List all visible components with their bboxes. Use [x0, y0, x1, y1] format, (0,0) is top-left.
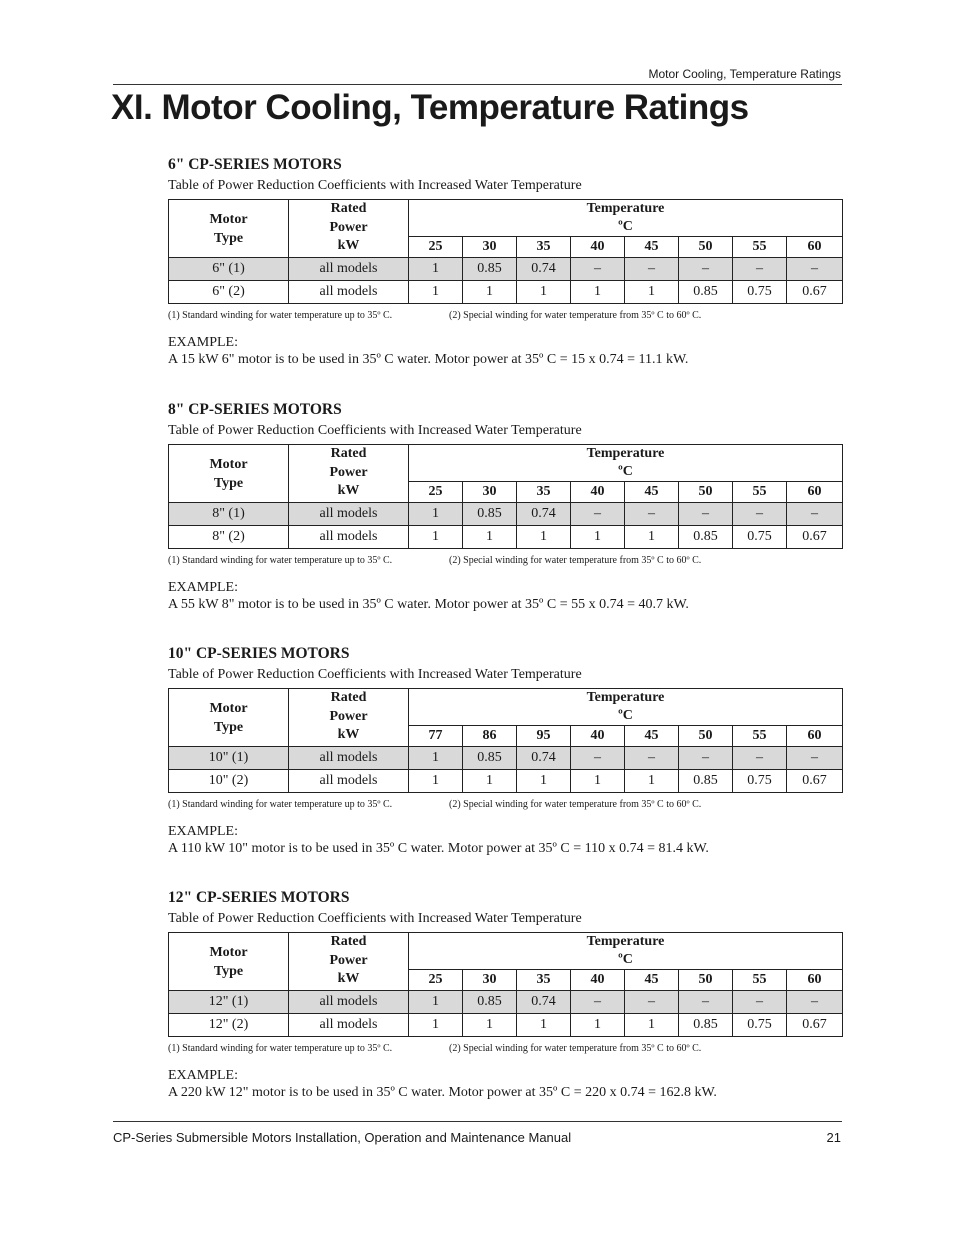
coefficient-cell: 1 — [409, 1014, 463, 1037]
section-title: 12" CP-SERIES MOTORS — [168, 889, 350, 906]
footer-manual-title: CP-Series Submersible Motors Installation, Operation and Maintenance Manual — [113, 1130, 572, 1145]
motor-section — [168, 399, 842, 613]
coefficient-cell: 1 — [409, 991, 463, 1014]
coefficient-cell: 1 — [409, 503, 463, 526]
motor-type-cell: 8" (1) — [169, 503, 289, 526]
coefficient-cell: – — [679, 258, 733, 281]
coefficient-cell: 0.67 — [787, 526, 843, 549]
header-temperature-line1: Temperature — [586, 690, 665, 705]
example-text: A 15 kW 6" motor is to be used in 35º C water. Motor power at 35º C = 15 x 0.74 = 11.1 kW. — [168, 352, 689, 367]
header-rated-line3: kW — [337, 238, 360, 253]
header-temperature — [409, 445, 843, 482]
footnotes — [168, 799, 842, 823]
header-motor-line2: Type — [213, 230, 244, 246]
coefficient-table — [168, 688, 843, 793]
motor-type-cell: 10" (1) — [169, 747, 289, 770]
table-caption: Table of Power Reduction Coefficients with Increased Water Temperature — [168, 667, 582, 682]
header-motor-type — [169, 689, 289, 747]
coefficient-cell: – — [625, 991, 679, 1014]
temperature-header-cell: 45 — [625, 482, 679, 503]
page-number: 21 — [826, 1130, 841, 1145]
header-motor-line2: Type — [213, 963, 244, 979]
header-rated-line3: kW — [337, 483, 360, 498]
footnote-special-winding: (2) Special winding for water temperature from 35º C to 60º C. — [449, 799, 702, 810]
table-row — [169, 991, 843, 1014]
header-temperature-line2: ºC — [618, 708, 633, 723]
coefficient-cell: 1 — [463, 526, 517, 549]
temperature-header-cell: 55 — [733, 970, 787, 991]
coefficient-cell: 0.75 — [733, 1014, 787, 1037]
rated-power-cell: all models — [289, 770, 409, 793]
coefficient-cell: 1 — [463, 281, 517, 304]
coefficient-cell: 1 — [517, 1014, 571, 1037]
example-label: EXAMPLE: — [168, 335, 238, 350]
coefficient-table — [168, 932, 843, 1037]
temperature-header-cell: 30 — [463, 237, 517, 258]
temperature-header-cell: 60 — [787, 237, 843, 258]
motor-type-cell: 10" (2) — [169, 770, 289, 793]
example-text: A 220 kW 12" motor is to be used in 35º C water. Motor power at 35º C = 220 x 0.74 = 162.8 kW. — [168, 1085, 717, 1100]
coefficient-cell: – — [733, 747, 787, 770]
rated-power-cell: all models — [289, 258, 409, 281]
section-title: 10" CP-SERIES MOTORS — [168, 645, 350, 662]
temperature-header-cell: 45 — [625, 970, 679, 991]
coefficient-cell: 1 — [463, 1014, 517, 1037]
coefficient-cell: 1 — [571, 526, 625, 549]
temperature-header-cell: 45 — [625, 237, 679, 258]
header-rule — [113, 84, 842, 85]
temperature-header-cell: 35 — [517, 970, 571, 991]
coefficient-cell: – — [679, 991, 733, 1014]
header-motor-line1: Motor — [209, 944, 248, 960]
temperature-header-cell: 55 — [733, 482, 787, 503]
example-label: EXAMPLE: — [168, 580, 238, 595]
footnote-standard-winding: (1) Standard winding for water temperature up to 35º C. — [168, 310, 393, 321]
table-row — [169, 770, 843, 793]
footnote-standard-winding: (1) Standard winding for water temperature up to 35º C. — [168, 799, 393, 810]
coefficient-cell: 1 — [409, 258, 463, 281]
header-rated-power — [289, 689, 409, 747]
page-title: XI. Motor Cooling, Temperature Ratings — [111, 88, 749, 127]
coefficient-cell: 0.85 — [463, 991, 517, 1014]
header-rated-line2: Power — [329, 219, 368, 235]
coefficient-cell: 0.67 — [787, 281, 843, 304]
temperature-header-cell: 86 — [463, 726, 517, 747]
header-motor-type — [169, 933, 289, 991]
coefficient-cell: 1 — [571, 1014, 625, 1037]
table-caption: Table of Power Reduction Coefficients with Increased Water Temperature — [168, 178, 582, 193]
header-motor-line1: Motor — [209, 700, 248, 716]
example-label: EXAMPLE: — [168, 824, 238, 839]
coefficient-cell: 1 — [517, 281, 571, 304]
coefficient-cell: 0.74 — [517, 747, 571, 770]
coefficient-cell: 1 — [517, 526, 571, 549]
temperature-header-cell: 25 — [409, 482, 463, 503]
header-rated-line1: Rated — [330, 690, 367, 705]
footer-rule — [113, 1121, 842, 1122]
temperature-header-cell: 50 — [679, 970, 733, 991]
coefficient-cell: 0.74 — [517, 503, 571, 526]
header-temperature-line1: Temperature — [586, 201, 665, 216]
motor-section — [168, 887, 842, 1101]
temperature-header-cell: 35 — [517, 237, 571, 258]
coefficient-cell: 0.75 — [733, 526, 787, 549]
section-title: 8" CP-SERIES MOTORS — [168, 401, 342, 418]
header-rated-line1: Rated — [330, 201, 367, 216]
coefficient-cell: 0.75 — [733, 770, 787, 793]
motor-section — [168, 643, 842, 857]
footnote-standard-winding: (1) Standard winding for water temperature up to 35º C. — [168, 1043, 393, 1054]
header-rated-power — [289, 445, 409, 503]
motor-section — [168, 154, 842, 368]
temperature-header-cell: 50 — [679, 482, 733, 503]
header-rated-line3: kW — [337, 727, 360, 742]
coefficient-cell: 1 — [517, 770, 571, 793]
header-rated-line1: Rated — [330, 934, 367, 949]
header-temperature-line1: Temperature — [586, 934, 665, 949]
coefficient-cell: – — [787, 747, 843, 770]
header-motor-line2: Type — [213, 719, 244, 735]
temperature-header-cell: 60 — [787, 970, 843, 991]
footnotes — [168, 1043, 842, 1067]
coefficient-cell: – — [679, 747, 733, 770]
coefficient-cell: 1 — [625, 526, 679, 549]
motor-type-cell: 12" (2) — [169, 1014, 289, 1037]
coefficient-cell: 1 — [625, 770, 679, 793]
header-rated-power — [289, 933, 409, 991]
temperature-header-cell: 50 — [679, 237, 733, 258]
example-label: EXAMPLE: — [168, 1068, 238, 1083]
header-temperature — [409, 933, 843, 970]
coefficient-cell: 0.85 — [679, 770, 733, 793]
temperature-header-cell: 50 — [679, 726, 733, 747]
coefficient-cell: – — [571, 747, 625, 770]
rated-power-cell: all models — [289, 503, 409, 526]
header-temperature-line2: ºC — [618, 464, 633, 479]
coefficient-cell: – — [571, 503, 625, 526]
table-row — [169, 258, 843, 281]
header-temperature — [409, 200, 843, 237]
footnote-standard-winding: (1) Standard winding for water temperature up to 35º C. — [168, 555, 393, 566]
coefficient-cell: – — [787, 258, 843, 281]
rated-power-cell: all models — [289, 747, 409, 770]
coefficient-cell: 0.67 — [787, 1014, 843, 1037]
coefficient-cell: 1 — [409, 281, 463, 304]
temperature-header-cell: 40 — [571, 237, 625, 258]
coefficient-cell: – — [571, 258, 625, 281]
coefficient-cell: 1 — [463, 770, 517, 793]
coefficient-cell: 0.67 — [787, 770, 843, 793]
coefficient-cell: – — [679, 503, 733, 526]
coefficient-cell: – — [787, 503, 843, 526]
motor-type-cell: 8" (2) — [169, 526, 289, 549]
coefficient-cell: – — [625, 747, 679, 770]
coefficient-cell: – — [733, 258, 787, 281]
temperature-header-cell: 45 — [625, 726, 679, 747]
coefficient-cell: 0.85 — [679, 1014, 733, 1037]
running-header: Motor Cooling, Temperature Ratings — [648, 67, 841, 81]
temperature-header-cell: 60 — [787, 726, 843, 747]
coefficient-cell: – — [787, 991, 843, 1014]
coefficient-cell: – — [625, 503, 679, 526]
motor-type-cell: 6" (1) — [169, 258, 289, 281]
temperature-header-cell: 40 — [571, 970, 625, 991]
temperature-header-cell: 60 — [787, 482, 843, 503]
coefficient-cell: 0.74 — [517, 258, 571, 281]
coefficient-cell: – — [625, 258, 679, 281]
coefficient-cell: 1 — [571, 770, 625, 793]
header-motor-type — [169, 200, 289, 258]
footnote-special-winding: (2) Special winding for water temperature from 35º C to 60º C. — [449, 1043, 702, 1054]
table-row — [169, 1014, 843, 1037]
coefficient-cell: 0.85 — [463, 747, 517, 770]
coefficient-cell: 1 — [625, 1014, 679, 1037]
header-temperature-line2: ºC — [618, 219, 633, 234]
header-motor-type — [169, 445, 289, 503]
header-rated-power — [289, 200, 409, 258]
coefficient-cell: 1 — [409, 747, 463, 770]
footnote-special-winding: (2) Special winding for water temperature from 35º C to 60º C. — [449, 310, 702, 321]
example-text: A 55 kW 8" motor is to be used in 35º C water. Motor power at 35º C = 55 x 0.74 = 40.7 kW. — [168, 597, 689, 612]
header-rated-line2: Power — [329, 952, 368, 968]
coefficient-cell: – — [571, 991, 625, 1014]
table-row — [169, 281, 843, 304]
header-rated-line2: Power — [329, 464, 368, 480]
temperature-header-cell: 25 — [409, 237, 463, 258]
section-title: 6" CP-SERIES MOTORS — [168, 156, 342, 173]
rated-power-cell: all models — [289, 526, 409, 549]
table-caption: Table of Power Reduction Coefficients with Increased Water Temperature — [168, 423, 582, 438]
temperature-header-cell: 30 — [463, 482, 517, 503]
header-motor-line1: Motor — [209, 211, 248, 227]
coefficient-cell: 1 — [625, 281, 679, 304]
header-rated-line3: kW — [337, 971, 360, 986]
example-text: A 110 kW 10" motor is to be used in 35º C water. Motor power at 35º C = 110 x 0.74 = 81.4 kW. — [168, 841, 709, 856]
header-rated-line2: Power — [329, 708, 368, 724]
footnote-special-winding: (2) Special winding for water temperature from 35º C to 60º C. — [449, 555, 702, 566]
header-temperature-line1: Temperature — [586, 446, 665, 461]
temperature-header-cell: 77 — [409, 726, 463, 747]
header-motor-line1: Motor — [209, 456, 248, 472]
header-temperature — [409, 689, 843, 726]
coefficient-cell: 0.85 — [679, 281, 733, 304]
table-row — [169, 503, 843, 526]
temperature-header-cell: 25 — [409, 970, 463, 991]
temperature-header-cell: 35 — [517, 482, 571, 503]
coefficient-table — [168, 444, 843, 549]
motor-type-cell: 12" (1) — [169, 991, 289, 1014]
header-motor-line2: Type — [213, 475, 244, 491]
temperature-header-cell: 55 — [733, 237, 787, 258]
footnotes — [168, 555, 842, 579]
footnotes — [168, 310, 842, 334]
coefficient-cell: 1 — [409, 770, 463, 793]
rated-power-cell: all models — [289, 281, 409, 304]
header-temperature-line2: ºC — [618, 952, 633, 967]
temperature-header-cell: 30 — [463, 970, 517, 991]
coefficient-cell: 0.75 — [733, 281, 787, 304]
coefficient-cell: 1 — [409, 526, 463, 549]
coefficient-cell: 0.85 — [463, 258, 517, 281]
motor-type-cell: 6" (2) — [169, 281, 289, 304]
header-rated-line1: Rated — [330, 446, 367, 461]
rated-power-cell: all models — [289, 1014, 409, 1037]
coefficient-cell: 0.85 — [463, 503, 517, 526]
coefficient-table — [168, 199, 843, 304]
table-row — [169, 526, 843, 549]
temperature-header-cell: 40 — [571, 726, 625, 747]
table-caption: Table of Power Reduction Coefficients with Increased Water Temperature — [168, 911, 582, 926]
coefficient-cell: – — [733, 503, 787, 526]
rated-power-cell: all models — [289, 991, 409, 1014]
table-row — [169, 747, 843, 770]
temperature-header-cell: 95 — [517, 726, 571, 747]
coefficient-cell: 1 — [571, 281, 625, 304]
coefficient-cell: – — [733, 991, 787, 1014]
temperature-header-cell: 40 — [571, 482, 625, 503]
coefficient-cell: 0.74 — [517, 991, 571, 1014]
temperature-header-cell: 55 — [733, 726, 787, 747]
coefficient-cell: 0.85 — [679, 526, 733, 549]
